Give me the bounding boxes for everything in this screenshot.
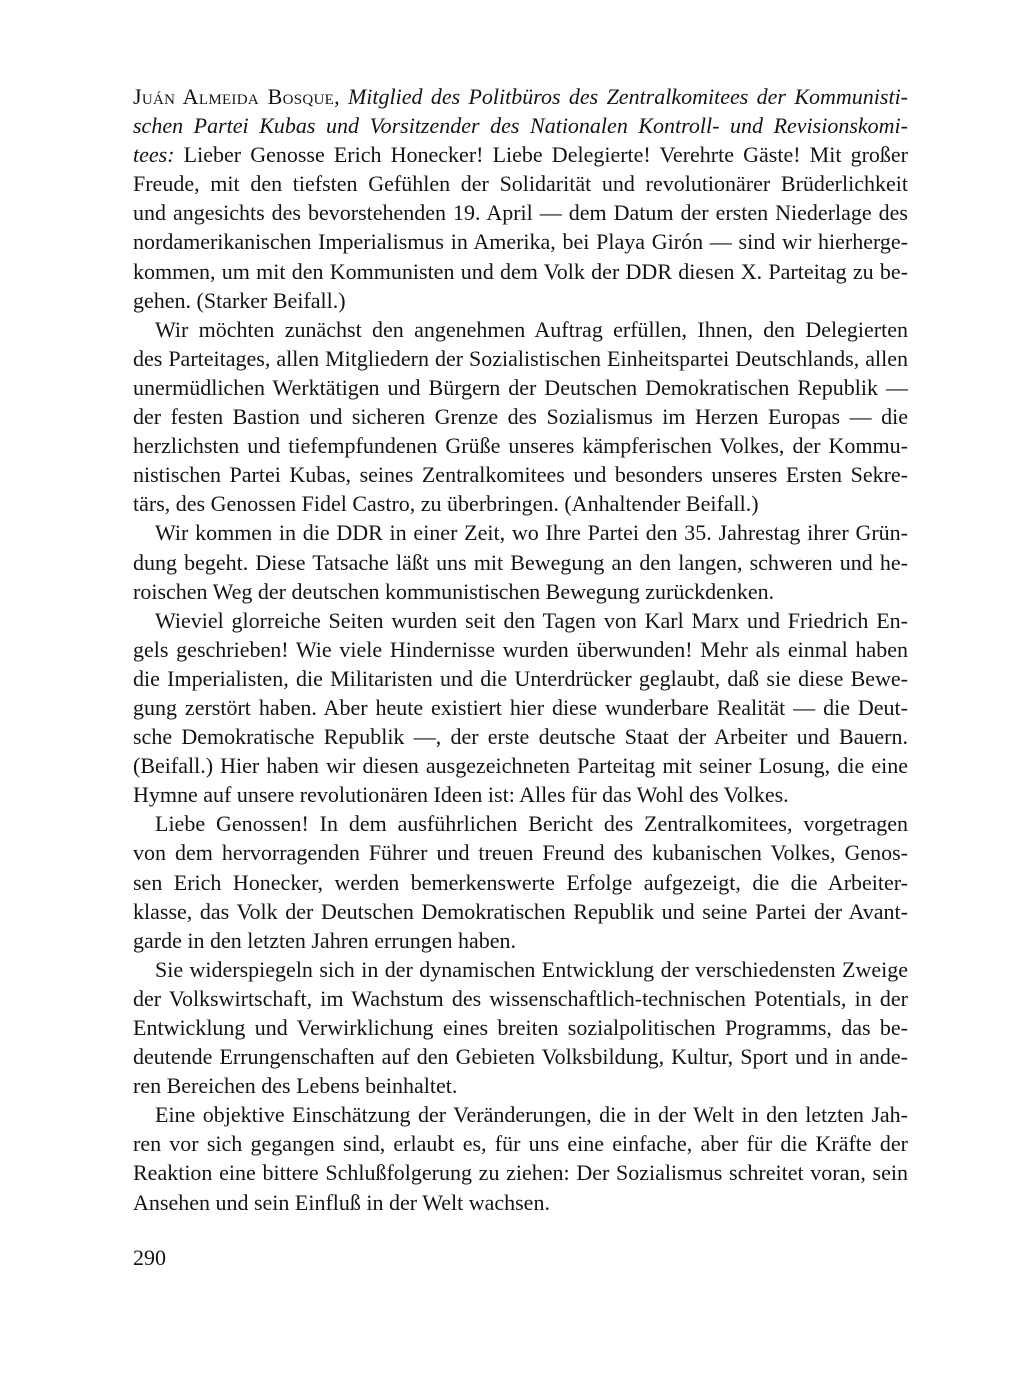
- text-line: dung begeht. Diese Tatsache läßt uns mit Bewegung an den langen, schweren und he-: [133, 549, 908, 575]
- text-line: Eine objektive Einschätzung der Veränderungen, die in der Welt in den letzten Jah-: [155, 1102, 908, 1128]
- text-line: tärs, des Genossen Fidel Castro, zu überbringen. (Anhaltender Beifall.): [133, 491, 759, 517]
- text-line: roischen Weg der deutschen kommunistischen Bewegung zurückdenken.: [133, 578, 775, 604]
- text-line: nordamerikanischen Imperialismus in Amerika, bei Playa Girón — sind wir hierherge-: [133, 229, 908, 255]
- text-line: von dem hervorragenden Führer und treuen Freund des kubanischen Volkes, Genos-: [133, 840, 908, 866]
- text-line: unermüdlichen Werktätigen und Bürgern der Deutschen Demokratischen Republik —: [133, 374, 908, 400]
- text-line: ren vor sich gegangen sind, erlaubt es, für uns eine einfache, aber für die Kräfte der: [133, 1131, 908, 1157]
- text-line: klasse, das Volk der Deutschen Demokratischen Republik und seine Partei der Avant-: [133, 898, 908, 924]
- text-line: Sie widerspiegeln sich in der dynamischen Entwicklung der verschiedensten Zweige: [155, 956, 908, 982]
- body-text: [133, 82, 908, 1217]
- text-line: herzlichsten und tiefempfundenen Grüße unseres kämpferischen Volkes, der Kommu-: [133, 433, 908, 459]
- text-line: [133, 82, 908, 111]
- text-line: sche Demokratische Republik —, der erste deutsche Staat der Arbeiter und Bauern.: [133, 724, 908, 750]
- small-caps-name: Juán Almeida Bosque: [133, 84, 335, 109]
- paragraph: [133, 606, 908, 810]
- text-line: kommen, um mit den Kommunisten und dem Volk der DDR diesen X. Parteitag zu be-: [133, 258, 908, 284]
- text-line: Wieviel glorreiche Seiten wurden seit den Tagen von Karl Marx und Friedrich En-: [155, 607, 908, 633]
- text-line: und angesichts des bevorstehenden 19. April — dem Datum der ersten Niederlage des: [133, 200, 908, 226]
- text-line: der festen Bastion und sicheren Grenze des Sozialismus im Herzen Europas — die: [133, 404, 908, 430]
- text-line: nistischen Partei Kubas, seines Zentralkomitees und besonders unseres Ersten Sekre-: [133, 462, 908, 488]
- text-line: gehen. (Starker Beifall.): [133, 287, 346, 313]
- text-line: gung zerstört haben. Aber heute existiert hier diese wunderbare Realität — die Deut-: [133, 694, 908, 720]
- text-line: Entwicklung und Verwirklichung eines breiten sozialpolitischen Programms, das be-: [133, 1015, 908, 1040]
- text-run: ,: [334, 84, 348, 109]
- text-line: Freude, mit den tiefsten Gefühlen der Solidarität und revolutionärer Brüderlichkeit: [133, 171, 908, 197]
- italic-text: tees:: [133, 142, 175, 168]
- text-line: sen Erich Honecker, werden bemerkenswerte Erfolge aufgezeigt, die die Arbeiter-: [133, 869, 908, 895]
- text-line: (Beifall.) Hier haben wir diesen ausgezeichneten Parteitag mit seiner Losung, die eine: [133, 753, 908, 779]
- italic-text: schen Partei Kubas und Vorsitzender des Nationalen Kontroll- und Revisionskomi-: [133, 113, 908, 139]
- text-line: Hymne auf unsere revolutionären Ideen ist: Alles für das Wohl des Volkes.: [133, 782, 789, 808]
- text-line: Wir kommen in die DDR in einer Zeit, wo Ihre Partei den 35. Jahrestag ihrer Grün-: [155, 520, 908, 546]
- text-run: Lieber Genosse Erich Honecker! Liebe Delegierte! Verehrte Gäste! Mit großer: [174, 142, 908, 168]
- text-line: der Volkswirtschaft, im Wachstum des wissenschaftlich-technischen Potentials, in der: [133, 985, 908, 1011]
- text-line: [133, 111, 908, 140]
- text-line: Ansehen und sein Einfluß in der Welt wachsen.: [133, 1189, 550, 1215]
- paragraph: [133, 82, 908, 315]
- text-line: garde in den letzten Jahren errungen haben.: [133, 927, 516, 953]
- paragraph: [133, 809, 908, 954]
- text-line: Wir möchten zunächst den angenehmen Auftrag erfüllen, Ihnen, den Delegierten: [155, 316, 908, 342]
- paragraph: [133, 1100, 908, 1216]
- text-line: die Imperialisten, die Militaristen und die Unterdrücker geglaubt, daß sie diese Bewe-: [133, 665, 908, 691]
- text-line: des Parteitages, allen Mitgliedern der Sozialistischen Einheitspartei Deutschlands, allen: [133, 345, 908, 371]
- text-line: ren Bereichen des Lebens beinhaltet.: [133, 1073, 458, 1099]
- paragraph: [133, 518, 908, 605]
- text-line: deutende Errungenschaften auf den Gebieten Volksbildung, Kultur, Sport und in ande-: [133, 1044, 908, 1070]
- text-line: gels geschrieben! Wie viele Hindernisse wurden überwunden! Mehr als einmal haben: [133, 636, 908, 662]
- italic-text: Mitglied des Politbüros des Zentralkomitees der Kommunisti-: [347, 84, 909, 109]
- text-line: Liebe Genossen! In dem ausführlichen Bericht des Zentralkomitees, vorgetragen: [155, 811, 908, 837]
- paragraph: [133, 315, 908, 519]
- text-line: [133, 140, 908, 169]
- page-number: 290: [133, 1245, 166, 1270]
- text-line: Reaktion eine bittere Schlußfolgerung zu ziehen: Der Sozialismus schreitet voran, sein: [133, 1160, 908, 1186]
- paragraph: [133, 955, 908, 1100]
